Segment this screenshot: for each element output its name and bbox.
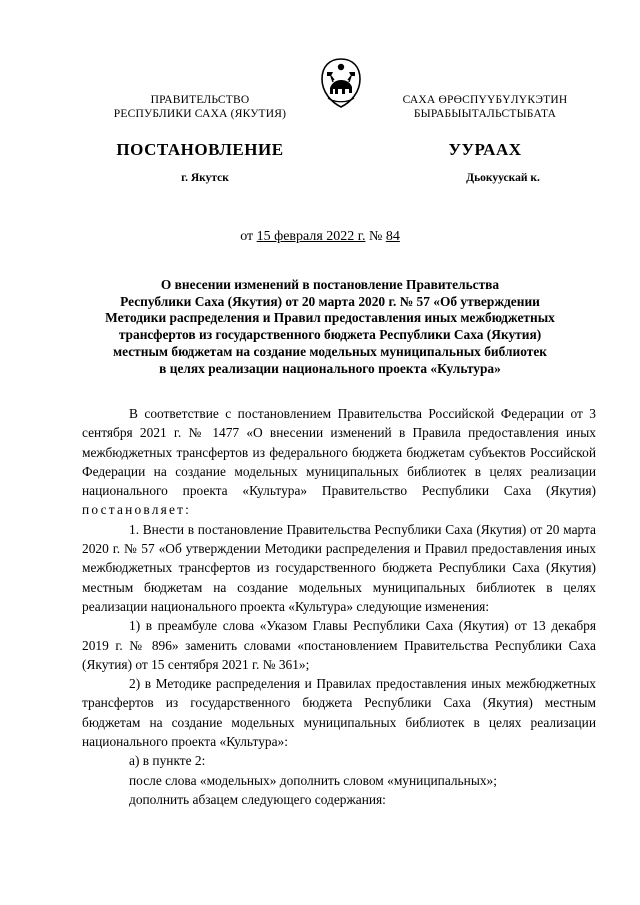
title-line: О внесении изменений в постановление Правительства xyxy=(160,277,500,292)
date-prefix: от xyxy=(240,229,254,244)
header-right xyxy=(380,93,590,121)
decree-keyword: постановляет: xyxy=(82,502,192,518)
date-number-line xyxy=(0,229,640,245)
paragraph-subitem-1: 1) в преамбуле слова «Указом Главы Республики Саха (Якутия) от 13 декабря 2019 г. № 896» заменить словами «постановлением Правительства Республики Саха (Якутия) от 15 сентября 2021 г. № 361»; xyxy=(82,618,596,672)
paragraph-change-2: дополнить абзацем следующего содержания: xyxy=(129,791,386,807)
government-name-ru: ПРАВИТЕЛЬСТВО xyxy=(150,94,250,106)
document-body xyxy=(82,404,596,809)
doc-type-ru: ПОСТАНОВЛЕНИЕ xyxy=(116,140,284,159)
republic-name-ru: РЕСПУБЛИКИ САХА (ЯКУТИЯ) xyxy=(113,108,287,120)
title-line: местным бюджетам на создание модельных муниципальных библиотек xyxy=(113,343,547,359)
city-sah: Дьокуускай к. xyxy=(466,172,540,184)
preamble-paragraph xyxy=(82,404,596,520)
coat-of-arms-emblem xyxy=(319,58,363,108)
document-title xyxy=(70,277,590,377)
paragraph-change-1: после слова «модельных» дополнить словом «муниципальных»; xyxy=(129,772,497,788)
republic-name-sah: САХА ӨРӨСПҮҮБҮЛҮКЭТИН xyxy=(402,94,568,106)
title-line: Методики распределения и Правил предоставления иных межбюджетных xyxy=(105,310,555,326)
number-sign: № xyxy=(368,229,383,244)
title-line: трансфертов из государственного бюджета Республики Саха (Якутия) xyxy=(118,327,542,343)
paragraph-point-a: а) в пункте 2: xyxy=(129,753,206,769)
city-ru: г. Якутск xyxy=(181,172,229,184)
paragraph-item-1: 1. Внести в постановление Правительства Республики Саха (Якутия) от 20 марта 2020 г. № 57 «Об утверждении Методики распределения и Правил предоставления иных межбюджетных трансфертов из государственного бюджета Республики Саха (Якутия) местным бюджетам на создание модельных муниципальных библиотек в целях реализации национального проекта «Культура» следующие изменения: xyxy=(82,521,596,614)
government-name-sah: БЫРАБЫЫТАЛЬСТЫБАТА xyxy=(413,108,557,120)
title-line: в целях реализации национального проекта «Культура» xyxy=(159,360,501,376)
title-line: Республики Саха (Якутия) от 20 марта 2020 г. № 57 «Об утверждении xyxy=(120,293,540,309)
paragraph-subitem-2: 2) в Методике распределения и Правилах предоставления иных межбюджетных трансфертов из государственного бюджета Республики Саха (Якутия) местным бюджетам на создание модельных муниципальных библиотек в целях реализации национального проекта «Культура»: xyxy=(82,676,596,750)
document-date: 15 февраля 2022 г. xyxy=(256,229,366,244)
doc-type-sah: УУРААХ xyxy=(448,140,522,159)
document-number: 84 xyxy=(385,229,400,244)
preamble-text: В соответствие с постановлением Правительства Российской Федерации от 3 сентября 2021 г. № 1477 «О внесении изменений в Правила предоставления иных межбюджетных трансфертов из федерального бюджета бюджетам субъектов Российской Федерации на создание модельных муниципальных библиотек в целях реализации национального проекта «Культура» Правительство Республики Саха (Якутия) xyxy=(82,406,596,499)
header-left xyxy=(100,93,300,121)
